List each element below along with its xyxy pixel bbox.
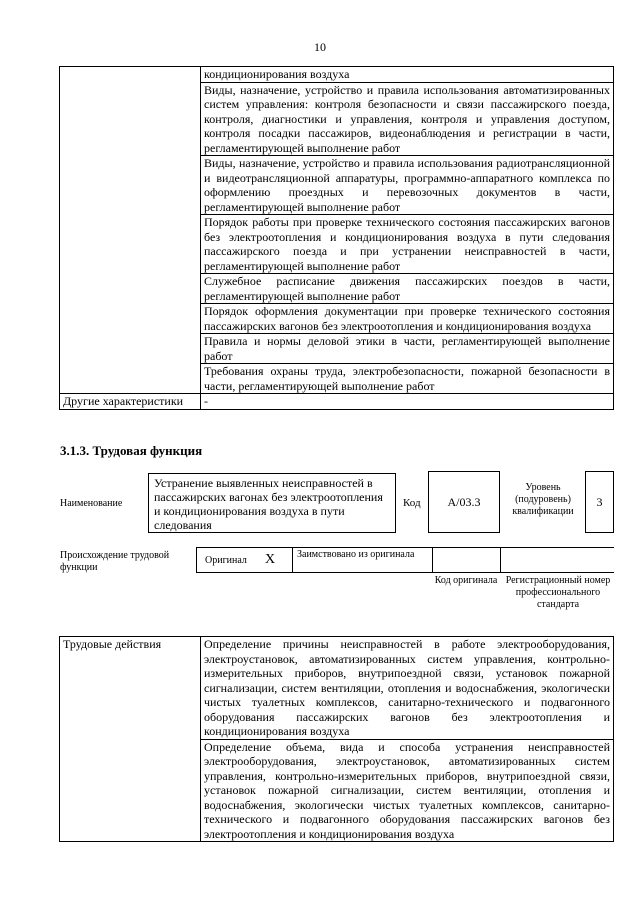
row-text: Порядок работы при проверке технического состояния пассажирских вагонов без электроотопления и кондиционирования воздуха в пути следования пассажирского поезда и при устранении неисправностей в части, регламентирующей выполнение работ — [201, 215, 614, 274]
knowledge-table — [59, 66, 614, 410]
table-row — [60, 67, 614, 83]
level-label: Уровень (подуровень) квалификации — [512, 482, 574, 517]
table-row — [60, 637, 614, 740]
row-label — [60, 67, 201, 394]
actions-table — [59, 636, 614, 842]
borrowed-label: Заимствовано из оригинала — [297, 549, 415, 560]
divider — [432, 547, 433, 573]
code-box: А/03.3 — [428, 471, 500, 533]
original-label: Оригинал — [205, 555, 247, 566]
row-text: Требования охраны труда, электробезопасности, пожарной безопасности в части, регламентирующей выполнение работ — [201, 364, 614, 394]
row-text: Виды, назначение, устройство и правила использования автоматизированных систем управления: контроля безопасности и связи пассажирского поезда, контроля, диагностики и управления, контроля и управления доступом, контроля посадки пассажиров, видеонаблюдения и регистрации в части, регламентирующей выполнение работ — [201, 82, 614, 156]
row-label: Трудовые действия — [60, 637, 201, 842]
row-text: Правила и нормы деловой этики в части, регламентирующей выполнение работ — [201, 334, 614, 364]
original-mark: X — [265, 552, 276, 567]
row-text: Определение объема, вида и способа устранения неисправностей электрооборудования, электроустановок, автоматизированных систем управления, контрольно-измерительных приборов, внутрипоездной связи, установок пожарной сигнализации, систем вентиляции, отопления и водоснабжения, экологически чистых туалетных комплексов, санитарно-технического и подвагонного оборудования пассажирских вагонов без электроотопления и кондиционирования воздуха — [201, 739, 614, 842]
origin-grid — [196, 547, 614, 573]
name-label: Наименование — [60, 498, 123, 509]
row-text: Служебное расписание движения пассажирских поездов в части, регламентирующей выполнение работ — [201, 274, 614, 304]
code-caption: Код оригинала — [434, 575, 498, 586]
function-name-box: Устранение выявленных неисправностей в пассажирских вагонах без электроотопления и кондиционирования воздуха в пути следования — [148, 473, 396, 533]
row-text: - — [201, 394, 614, 410]
row-label: Другие характеристики — [60, 394, 201, 410]
reg-caption: Регистрационный номер профессионального стандарта — [505, 575, 611, 610]
code-label: Код — [403, 497, 421, 509]
section-title: 3.1.3. Трудовая функция — [60, 443, 203, 458]
page-number: 10 — [314, 40, 326, 54]
row-text: Порядок оформления документации при проверке технического состояния пассажирских вагонов без электроотопления и кондиционирования воздуха — [201, 304, 614, 334]
table-row — [60, 394, 614, 410]
row-text: кондиционирования воздуха — [201, 67, 614, 83]
level-box: 3 — [585, 471, 614, 533]
row-text: Виды, назначение, устройство и правила использования радиотрансляционной и видеотрансляционной аппаратуры, программно-аппаратного комплекса по оформлению проездных и перевозочных документов в части, регламентирующей выполнение работ — [201, 156, 614, 215]
row-text: Определение причины неисправностей в работе электрооборудования, электроустановок, автоматизированных систем управления, контрольно-измерительных приборов, внутрипоездной связи, установок пожарной сигнализации, систем вентиляции, отопления и водоснабжения, экологически чистых туалетных комплексов, санитарно-технического и подвагонного оборудования пассажирских вагонов без электроотопления и кондиционирования воздуха — [201, 637, 614, 740]
divider — [500, 547, 501, 573]
origin-label: Происхождение трудовой функции — [60, 550, 170, 573]
divider — [292, 547, 293, 573]
